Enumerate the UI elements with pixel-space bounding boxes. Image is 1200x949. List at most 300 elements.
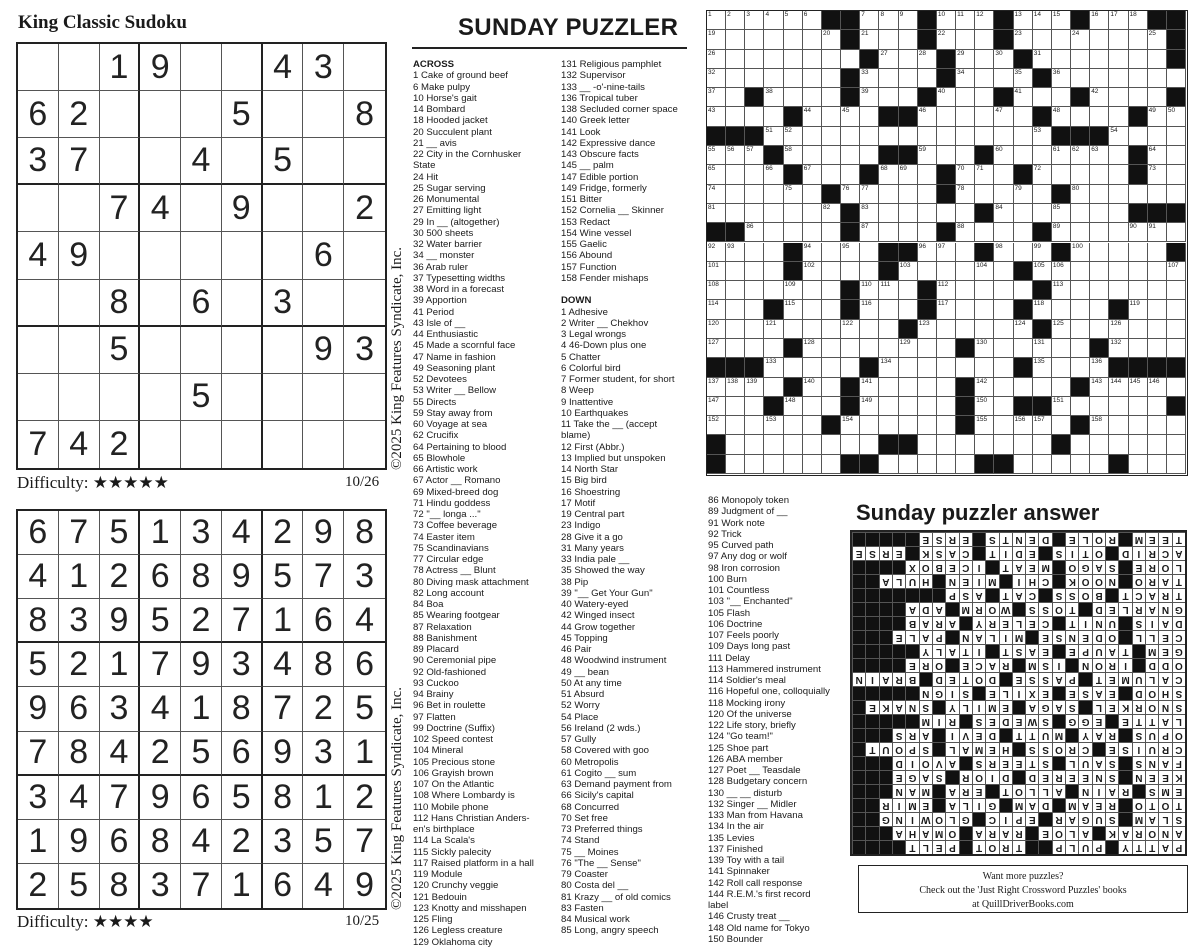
crossword-cell[interactable] xyxy=(707,300,726,319)
crossword-cell[interactable] xyxy=(1052,300,1071,319)
crossword-cell[interactable] xyxy=(1033,300,1052,319)
crossword-cell[interactable] xyxy=(1167,262,1186,281)
crossword-cell[interactable] xyxy=(726,339,745,358)
crossword-cell[interactable] xyxy=(879,50,898,69)
crossword-cell[interactable] xyxy=(707,69,726,88)
crossword-cell[interactable] xyxy=(764,127,783,146)
crossword-cell[interactable] xyxy=(764,435,783,454)
crossword-cell[interactable] xyxy=(1014,320,1033,339)
crossword-cell[interactable] xyxy=(956,127,975,146)
sudoku-cell[interactable]: 2 xyxy=(59,643,100,687)
crossword-cell[interactable] xyxy=(899,127,918,146)
crossword-cell[interactable] xyxy=(899,339,918,358)
crossword-cell[interactable] xyxy=(1129,11,1148,30)
crossword-cell[interactable] xyxy=(1014,435,1033,454)
crossword-cell[interactable] xyxy=(745,165,764,184)
sudoku-cell[interactable]: 7 xyxy=(344,820,385,864)
crossword-cell[interactable] xyxy=(1109,165,1128,184)
sudoku-cell[interactable] xyxy=(59,280,100,327)
sudoku-cell[interactable]: 4 xyxy=(181,820,222,864)
sudoku-cell[interactable]: 3 xyxy=(344,555,385,599)
crossword-cell[interactable] xyxy=(1090,30,1109,49)
crossword-cell[interactable] xyxy=(1052,455,1071,474)
sudoku-cell[interactable]: 9 xyxy=(222,185,263,232)
crossword-cell[interactable] xyxy=(860,300,879,319)
crossword-cell[interactable] xyxy=(745,11,764,30)
crossword-cell[interactable] xyxy=(1148,320,1167,339)
sudoku-cell[interactable]: 1 xyxy=(344,732,385,776)
crossword-cell[interactable] xyxy=(784,30,803,49)
sudoku-cell[interactable] xyxy=(181,232,222,279)
sudoku-cell[interactable]: 9 xyxy=(140,44,181,91)
sudoku-cell[interactable]: 2 xyxy=(344,776,385,820)
crossword-cell[interactable] xyxy=(784,185,803,204)
sudoku-cell[interactable]: 9 xyxy=(222,555,263,599)
sudoku-cell[interactable] xyxy=(263,327,304,374)
crossword-cell[interactable] xyxy=(1090,243,1109,262)
crossword-cell[interactable] xyxy=(803,416,822,435)
crossword-cell[interactable] xyxy=(1071,358,1090,377)
crossword-cell[interactable] xyxy=(1167,223,1186,242)
crossword-cell[interactable] xyxy=(860,11,879,30)
sudoku-cell[interactable]: 9 xyxy=(100,599,141,643)
sudoku-cell[interactable] xyxy=(18,327,59,374)
crossword-cell[interactable] xyxy=(784,320,803,339)
crossword-cell[interactable] xyxy=(860,397,879,416)
crossword-cell[interactable] xyxy=(1014,127,1033,146)
sudoku-cell[interactable] xyxy=(181,421,222,468)
crossword-cell[interactable] xyxy=(879,455,898,474)
sudoku-cell[interactable]: 2 xyxy=(100,421,141,468)
crossword-cell[interactable] xyxy=(841,358,860,377)
crossword-cell[interactable] xyxy=(803,185,822,204)
crossword-cell[interactable] xyxy=(726,107,745,126)
crossword-cell[interactable] xyxy=(1148,416,1167,435)
sudoku-cell[interactable]: 9 xyxy=(140,776,181,820)
crossword-cell[interactable] xyxy=(860,320,879,339)
crossword-cell[interactable] xyxy=(879,358,898,377)
sudoku-cell[interactable]: 2 xyxy=(263,511,304,555)
crossword-cell[interactable] xyxy=(1109,11,1128,30)
crossword-cell[interactable] xyxy=(918,127,937,146)
crossword-cell[interactable] xyxy=(1129,127,1148,146)
crossword-cell[interactable] xyxy=(1090,378,1109,397)
sudoku-cell[interactable]: 8 xyxy=(59,732,100,776)
crossword-cell[interactable] xyxy=(707,107,726,126)
sudoku-cell[interactable] xyxy=(263,232,304,279)
crossword-cell[interactable] xyxy=(784,69,803,88)
crossword-cell[interactable] xyxy=(937,107,956,126)
sudoku-cell[interactable]: 5 xyxy=(100,511,141,555)
crossword-cell[interactable] xyxy=(726,378,745,397)
sudoku-cell[interactable]: 5 xyxy=(263,555,304,599)
sudoku-cell[interactable]: 3 xyxy=(303,732,344,776)
crossword-cell[interactable] xyxy=(803,127,822,146)
sudoku-cell[interactable]: 4 xyxy=(222,511,263,555)
crossword-cell[interactable] xyxy=(1109,320,1128,339)
crossword-cell[interactable] xyxy=(707,378,726,397)
crossword-cell[interactable] xyxy=(956,455,975,474)
crossword-cell[interactable] xyxy=(1033,11,1052,30)
sudoku-cell[interactable]: 5 xyxy=(222,776,263,820)
crossword-cell[interactable] xyxy=(1167,435,1186,454)
crossword-cell[interactable] xyxy=(1109,146,1128,165)
sudoku-cell[interactable]: 3 xyxy=(303,44,344,91)
crossword-cell[interactable] xyxy=(918,416,937,435)
sudoku-cell[interactable] xyxy=(344,421,385,468)
crossword-cell[interactable] xyxy=(1090,204,1109,223)
crossword-cell[interactable] xyxy=(764,223,783,242)
crossword-cell[interactable] xyxy=(1052,397,1071,416)
crossword-cell[interactable] xyxy=(918,223,937,242)
crossword-cell[interactable] xyxy=(822,397,841,416)
crossword-cell[interactable] xyxy=(956,165,975,184)
crossword-cell[interactable] xyxy=(764,378,783,397)
sudoku-cell[interactable] xyxy=(222,327,263,374)
crossword-cell[interactable] xyxy=(956,435,975,454)
crossword-cell[interactable] xyxy=(784,88,803,107)
crossword-cell[interactable] xyxy=(726,30,745,49)
sudoku-cell[interactable]: 8 xyxy=(140,820,181,864)
crossword-cell[interactable] xyxy=(1014,185,1033,204)
sudoku-cell[interactable]: 4 xyxy=(100,732,141,776)
crossword-cell[interactable] xyxy=(784,281,803,300)
crossword-cell[interactable] xyxy=(1090,397,1109,416)
sudoku-cell[interactable] xyxy=(222,138,263,185)
crossword-cell[interactable] xyxy=(994,339,1013,358)
sudoku-cell[interactable]: 7 xyxy=(181,864,222,908)
sudoku-cell[interactable] xyxy=(303,280,344,327)
crossword-cell[interactable] xyxy=(1033,243,1052,262)
crossword-cell[interactable] xyxy=(1014,69,1033,88)
sudoku-cell[interactable]: 4 xyxy=(181,138,222,185)
sudoku-cell[interactable]: 7 xyxy=(222,599,263,643)
crossword-cell[interactable] xyxy=(1167,107,1186,126)
crossword-cell[interactable] xyxy=(1071,204,1090,223)
crossword-cell[interactable] xyxy=(899,281,918,300)
crossword-cell[interactable] xyxy=(822,435,841,454)
crossword-cell[interactable] xyxy=(822,378,841,397)
crossword-cell[interactable] xyxy=(918,165,937,184)
sudoku-cell[interactable]: 9 xyxy=(59,820,100,864)
crossword-cell[interactable] xyxy=(745,300,764,319)
crossword-cell[interactable] xyxy=(1090,88,1109,107)
crossword-cell[interactable] xyxy=(1129,223,1148,242)
crossword-cell[interactable] xyxy=(803,69,822,88)
crossword-cell[interactable] xyxy=(860,435,879,454)
crossword-cell[interactable] xyxy=(1090,435,1109,454)
sudoku-cell[interactable]: 5 xyxy=(344,687,385,731)
crossword-cell[interactable] xyxy=(1071,300,1090,319)
crossword-cell[interactable] xyxy=(726,11,745,30)
sudoku-cell[interactable]: 4 xyxy=(18,555,59,599)
sudoku-cell[interactable]: 1 xyxy=(140,511,181,555)
crossword-cell[interactable] xyxy=(1033,127,1052,146)
crossword-cell[interactable] xyxy=(1033,88,1052,107)
crossword-cell[interactable] xyxy=(1071,435,1090,454)
crossword-cell[interactable] xyxy=(994,107,1013,126)
sudoku-cell[interactable]: 1 xyxy=(181,687,222,731)
crossword-cell[interactable] xyxy=(841,416,860,435)
crossword-cell[interactable] xyxy=(1052,281,1071,300)
crossword-cell[interactable] xyxy=(899,69,918,88)
crossword-cell[interactable] xyxy=(1052,339,1071,358)
crossword-cell[interactable] xyxy=(1052,378,1071,397)
crossword-cell[interactable] xyxy=(899,397,918,416)
sudoku-cell[interactable] xyxy=(303,138,344,185)
crossword-cell[interactable] xyxy=(1109,416,1128,435)
crossword-cell[interactable] xyxy=(899,455,918,474)
crossword-cell[interactable] xyxy=(1109,262,1128,281)
crossword-cell[interactable] xyxy=(879,11,898,30)
crossword-cell[interactable] xyxy=(879,165,898,184)
crossword-cell[interactable] xyxy=(726,300,745,319)
crossword-cell[interactable] xyxy=(822,146,841,165)
sudoku-cell[interactable] xyxy=(181,91,222,138)
sudoku-cell[interactable]: 8 xyxy=(100,864,141,908)
sudoku-cell[interactable]: 5 xyxy=(181,732,222,776)
crossword-cell[interactable] xyxy=(918,397,937,416)
crossword-cell[interactable] xyxy=(937,455,956,474)
sudoku-cell[interactable]: 7 xyxy=(100,776,141,820)
crossword-cell[interactable] xyxy=(860,204,879,223)
crossword-cell[interactable] xyxy=(1090,320,1109,339)
crossword-cell[interactable] xyxy=(803,339,822,358)
crossword-cell[interactable] xyxy=(860,30,879,49)
sudoku-cell[interactable]: 4 xyxy=(18,232,59,279)
crossword-cell[interactable] xyxy=(822,165,841,184)
crossword-cell[interactable] xyxy=(726,88,745,107)
crossword-cell[interactable] xyxy=(975,69,994,88)
crossword-cell[interactable] xyxy=(1033,204,1052,223)
crossword-cell[interactable] xyxy=(745,69,764,88)
crossword-cell[interactable] xyxy=(764,107,783,126)
crossword-cell[interactable] xyxy=(975,185,994,204)
crossword-cell[interactable] xyxy=(994,127,1013,146)
crossword-cell[interactable] xyxy=(1033,339,1052,358)
crossword-cell[interactable] xyxy=(822,339,841,358)
crossword-cell[interactable] xyxy=(899,165,918,184)
crossword-cell[interactable] xyxy=(1090,300,1109,319)
crossword-cell[interactable] xyxy=(899,50,918,69)
crossword-cell[interactable] xyxy=(975,107,994,126)
crossword-cell[interactable] xyxy=(1071,281,1090,300)
crossword-cell[interactable] xyxy=(879,69,898,88)
crossword-cell[interactable] xyxy=(726,281,745,300)
crossword-cell[interactable] xyxy=(1052,358,1071,377)
crossword-cell[interactable] xyxy=(707,416,726,435)
crossword-cell[interactable] xyxy=(1052,262,1071,281)
crossword-cell[interactable] xyxy=(956,50,975,69)
crossword-cell[interactable] xyxy=(1129,30,1148,49)
sudoku-cell[interactable] xyxy=(344,44,385,91)
crossword-cell[interactable] xyxy=(1148,397,1167,416)
crossword-cell[interactable] xyxy=(975,339,994,358)
crossword-cell[interactable] xyxy=(975,378,994,397)
sudoku-cell[interactable]: 5 xyxy=(100,327,141,374)
crossword-cell[interactable] xyxy=(803,300,822,319)
crossword-cell[interactable] xyxy=(918,107,937,126)
crossword-cell[interactable] xyxy=(994,262,1013,281)
sudoku-cell[interactable]: 1 xyxy=(18,820,59,864)
crossword-cell[interactable] xyxy=(918,455,937,474)
crossword-cell[interactable] xyxy=(1167,281,1186,300)
sudoku-cell[interactable]: 7 xyxy=(59,138,100,185)
crossword-cell[interactable] xyxy=(1167,416,1186,435)
crossword-cell[interactable] xyxy=(975,127,994,146)
crossword-cell[interactable] xyxy=(1148,455,1167,474)
sudoku-cell[interactable]: 6 xyxy=(181,280,222,327)
crossword-cell[interactable] xyxy=(879,300,898,319)
sudoku-cell[interactable] xyxy=(140,91,181,138)
crossword-cell[interactable] xyxy=(918,339,937,358)
crossword-cell[interactable] xyxy=(879,378,898,397)
sudoku-cell[interactable] xyxy=(222,280,263,327)
crossword-cell[interactable] xyxy=(822,204,841,223)
crossword-cell[interactable] xyxy=(745,416,764,435)
crossword-cell[interactable] xyxy=(879,185,898,204)
sudoku-cell[interactable] xyxy=(100,138,141,185)
crossword-cell[interactable] xyxy=(975,435,994,454)
crossword-cell[interactable] xyxy=(975,262,994,281)
crossword-cell[interactable] xyxy=(803,11,822,30)
crossword-cell[interactable] xyxy=(860,339,879,358)
crossword-cell[interactable] xyxy=(803,281,822,300)
crossword-cell[interactable] xyxy=(860,146,879,165)
crossword-cell[interactable] xyxy=(860,69,879,88)
crossword-cell[interactable] xyxy=(899,30,918,49)
crossword-cell[interactable] xyxy=(745,30,764,49)
sudoku-cell[interactable] xyxy=(344,232,385,279)
crossword-cell[interactable] xyxy=(937,358,956,377)
crossword-cell[interactable] xyxy=(784,455,803,474)
crossword-cell[interactable] xyxy=(1052,223,1071,242)
crossword-cell[interactable] xyxy=(1090,146,1109,165)
crossword-cell[interactable] xyxy=(803,455,822,474)
crossword-cell[interactable] xyxy=(1014,378,1033,397)
crossword-cell[interactable] xyxy=(1071,243,1090,262)
crossword-cell[interactable] xyxy=(994,435,1013,454)
sudoku-cell[interactable]: 9 xyxy=(18,687,59,731)
crossword-cell[interactable] xyxy=(745,320,764,339)
crossword-cell[interactable] xyxy=(1090,281,1109,300)
crossword-cell[interactable] xyxy=(764,88,783,107)
crossword-cell[interactable] xyxy=(1052,30,1071,49)
crossword-cell[interactable] xyxy=(937,435,956,454)
crossword-cell[interactable] xyxy=(841,262,860,281)
crossword-cell[interactable] xyxy=(1129,185,1148,204)
crossword-cell[interactable] xyxy=(707,165,726,184)
crossword-cell[interactable] xyxy=(1071,339,1090,358)
crossword-cell[interactable] xyxy=(1109,378,1128,397)
sudoku-cell[interactable] xyxy=(263,185,304,232)
crossword-cell[interactable] xyxy=(899,378,918,397)
crossword-cell[interactable] xyxy=(899,11,918,30)
crossword-cell[interactable] xyxy=(918,69,937,88)
crossword-cell[interactable] xyxy=(1167,320,1186,339)
crossword-cell[interactable] xyxy=(1052,69,1071,88)
crossword-cell[interactable] xyxy=(707,30,726,49)
crossword-cell[interactable] xyxy=(764,416,783,435)
crossword-cell[interactable] xyxy=(764,30,783,49)
sudoku-cell[interactable] xyxy=(140,374,181,421)
crossword-cell[interactable] xyxy=(784,358,803,377)
crossword-cell[interactable] xyxy=(841,243,860,262)
sudoku-cell[interactable] xyxy=(344,280,385,327)
crossword-cell[interactable] xyxy=(1167,146,1186,165)
sudoku-cell[interactable] xyxy=(303,185,344,232)
crossword-cell[interactable] xyxy=(1090,107,1109,126)
crossword-cell[interactable] xyxy=(764,165,783,184)
crossword-cell[interactable] xyxy=(1148,300,1167,319)
sudoku-cell[interactable]: 6 xyxy=(263,864,304,908)
crossword-cell[interactable] xyxy=(784,416,803,435)
crossword-cell[interactable] xyxy=(822,223,841,242)
crossword-cell[interactable] xyxy=(1148,339,1167,358)
sudoku-cell[interactable]: 4 xyxy=(344,599,385,643)
crossword-cell[interactable] xyxy=(1148,281,1167,300)
crossword-cell[interactable] xyxy=(764,50,783,69)
sudoku-cell[interactable] xyxy=(344,374,385,421)
sudoku-cell[interactable]: 3 xyxy=(18,776,59,820)
sudoku-cell[interactable]: 1 xyxy=(59,555,100,599)
crossword-cell[interactable] xyxy=(1109,397,1128,416)
crossword-cell[interactable] xyxy=(841,185,860,204)
crossword-cell[interactable] xyxy=(841,107,860,126)
crossword-cell[interactable] xyxy=(1148,378,1167,397)
crossword-cell[interactable] xyxy=(707,11,726,30)
crossword-cell[interactable] xyxy=(822,455,841,474)
crossword-cell[interactable] xyxy=(1167,69,1186,88)
crossword-cell[interactable] xyxy=(803,397,822,416)
crossword-cell[interactable] xyxy=(1071,262,1090,281)
crossword-cell[interactable] xyxy=(841,435,860,454)
crossword-cell[interactable] xyxy=(899,300,918,319)
crossword-cell[interactable] xyxy=(994,378,1013,397)
sudoku-cell[interactable] xyxy=(100,232,141,279)
crossword-cell[interactable] xyxy=(860,281,879,300)
crossword-cell[interactable] xyxy=(956,281,975,300)
crossword-cell[interactable] xyxy=(707,281,726,300)
crossword-cell[interactable] xyxy=(1167,165,1186,184)
crossword-cell[interactable] xyxy=(822,50,841,69)
crossword-cell[interactable] xyxy=(745,185,764,204)
crossword-cell[interactable] xyxy=(1109,223,1128,242)
crossword-cell[interactable] xyxy=(726,185,745,204)
sudoku-cell[interactable]: 2 xyxy=(344,185,385,232)
sudoku-cell[interactable]: 5 xyxy=(18,643,59,687)
sudoku-cell[interactable]: 8 xyxy=(18,599,59,643)
crossword-cell[interactable] xyxy=(918,50,937,69)
crossword-cell[interactable] xyxy=(899,88,918,107)
crossword-cell[interactable] xyxy=(726,243,745,262)
crossword-cell[interactable] xyxy=(1052,88,1071,107)
crossword-cell[interactable] xyxy=(918,146,937,165)
crossword-cell[interactable] xyxy=(937,378,956,397)
crossword-cell[interactable] xyxy=(918,435,937,454)
crossword-cell[interactable] xyxy=(1033,378,1052,397)
crossword-cell[interactable] xyxy=(879,204,898,223)
crossword-cell[interactable] xyxy=(975,11,994,30)
sudoku-cell[interactable]: 3 xyxy=(263,820,304,864)
sudoku-cell[interactable] xyxy=(181,327,222,374)
sudoku-cell[interactable]: 4 xyxy=(140,185,181,232)
crossword-cell[interactable] xyxy=(918,204,937,223)
crossword-cell[interactable] xyxy=(1109,50,1128,69)
crossword-cell[interactable] xyxy=(1148,185,1167,204)
crossword-cell[interactable] xyxy=(956,320,975,339)
crossword-cell[interactable] xyxy=(879,127,898,146)
